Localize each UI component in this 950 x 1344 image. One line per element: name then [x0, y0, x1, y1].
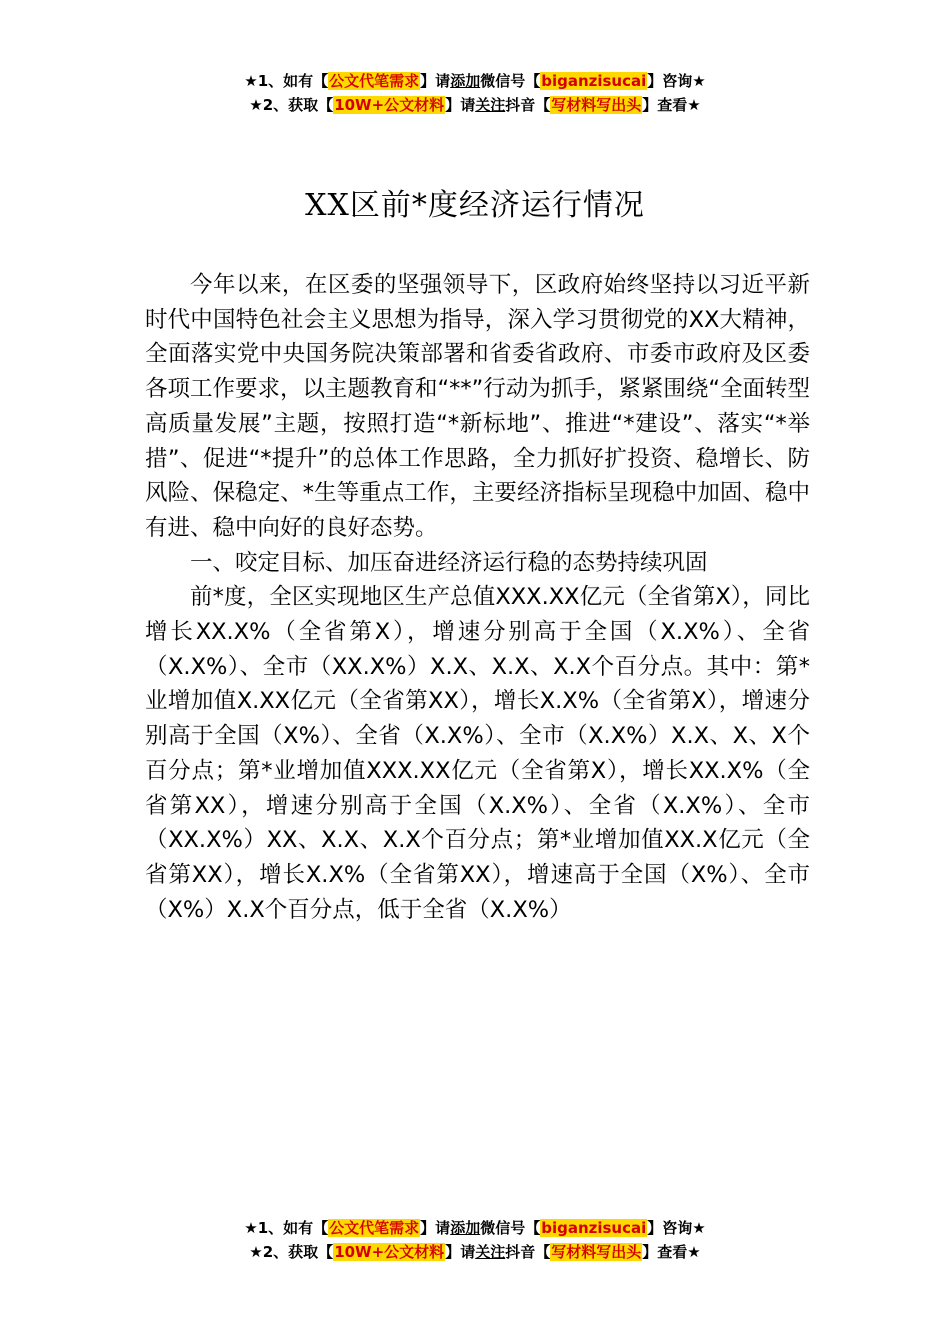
footer-banner — [0, 1216, 950, 1264]
paragraph-gdp: 前*度，全区实现地区生产总值XXX.XX亿元（全省第X），同比增长XX.X%（全省第X），增速分别高于全国（X.X%）、全省（X.X%）、全市（XX.X%）X.X、X.X、X.X个百分点。其中：第*业增加值X.XX亿元（全省第XX），增长X.X%（全省第X），增速分别高于全国（X%）、全省（X.X%）、全市（X.X%）X.X、X、X个百分点；第*业增加值XXX.XX亿元（全省第X），增长XX.X%（全省第XX），增速分别高于全国（X.X%）、全省（X.X%）、全市（XX.X%）XX、X.X、X.X个百分点；第*业增加值XX.X亿元（全省第XX），增长X.X%（全省第XX），增速高于全国（X%）、全市（X%）X.X个百分点，低于全省（X.X%） — [145, 584, 810, 923]
banner-line-2 — [0, 93, 950, 117]
banner-line-1 — [0, 1216, 950, 1240]
banner-text: 】请 — [445, 1243, 476, 1261]
banner-wechat-id: biganzisucai — [541, 72, 647, 90]
banner-text: 】咨询★ — [647, 72, 706, 90]
banner-text: 】请 — [420, 72, 451, 90]
banner-text: 】请 — [445, 96, 476, 114]
banner-text: 抖音【 — [505, 96, 551, 114]
document-body — [145, 268, 810, 927]
banner-text: 】请 — [420, 1219, 451, 1237]
banner-douyin-id: 写材料写出头 — [551, 1243, 642, 1261]
banner-underlined: 关注 — [475, 1243, 506, 1261]
banner-line-2 — [0, 1240, 950, 1264]
banner-highlight: 10W+公文材料 — [334, 96, 445, 114]
banner-wechat-id: biganzisucai — [541, 1219, 647, 1237]
section-heading-1: 一、咬定目标、加压奋进经济运行稳的态势持续巩固 — [190, 549, 708, 576]
banner-text: 】查看★ — [642, 96, 701, 114]
banner-text: 】查看★ — [642, 1243, 701, 1261]
banner-highlight: 公文代笔需求 — [329, 1219, 420, 1237]
banner-text: ★2、获取【 — [249, 96, 334, 114]
banner-text: 抖音【 — [505, 1243, 551, 1261]
document-title: XX区前*度经济运行情况 — [305, 188, 645, 223]
banner-line-1 — [0, 69, 950, 93]
header-banner — [0, 69, 950, 117]
banner-text: 微信号【 — [480, 1219, 541, 1237]
banner-highlight: 10W+公文材料 — [334, 1243, 445, 1261]
banner-underlined: 关注 — [475, 96, 506, 114]
banner-text: ★2、获取【 — [249, 1243, 334, 1261]
banner-text: 】咨询★ — [647, 1219, 706, 1237]
banner-douyin-id: 写材料写出头 — [551, 96, 642, 114]
banner-underlined: 添加 — [450, 1219, 481, 1237]
banner-text: 微信号【 — [480, 72, 541, 90]
banner-highlight: 公文代笔需求 — [329, 72, 420, 90]
banner-underlined: 添加 — [450, 72, 481, 90]
banner-text: ★1、如有【 — [244, 72, 329, 90]
banner-text: ★1、如有【 — [244, 1219, 329, 1237]
paragraph-intro: 今年以来，在区委的坚强领导下，区政府始终坚持以习近平新时代中国特色社会主义思想为指导，深入学习贯彻党的XX大精神，全面落实党中央国务院决策部署和省委省政府、市委市政府及区委各项工作要求，以主题教育和“**”行动为抓手，紧紧围绕“全面转型高质量发展”主题，按照打造“*新标地”、推进“*建设”、落实“*举措”、促进“*提升”的总体工作思路，全力抓好扩投资、稳增长、防风险、保稳定、*生等重点工作，主要经济指标呈现稳中加固、稳中有进、稳中向好的良好态势。 — [145, 272, 810, 541]
